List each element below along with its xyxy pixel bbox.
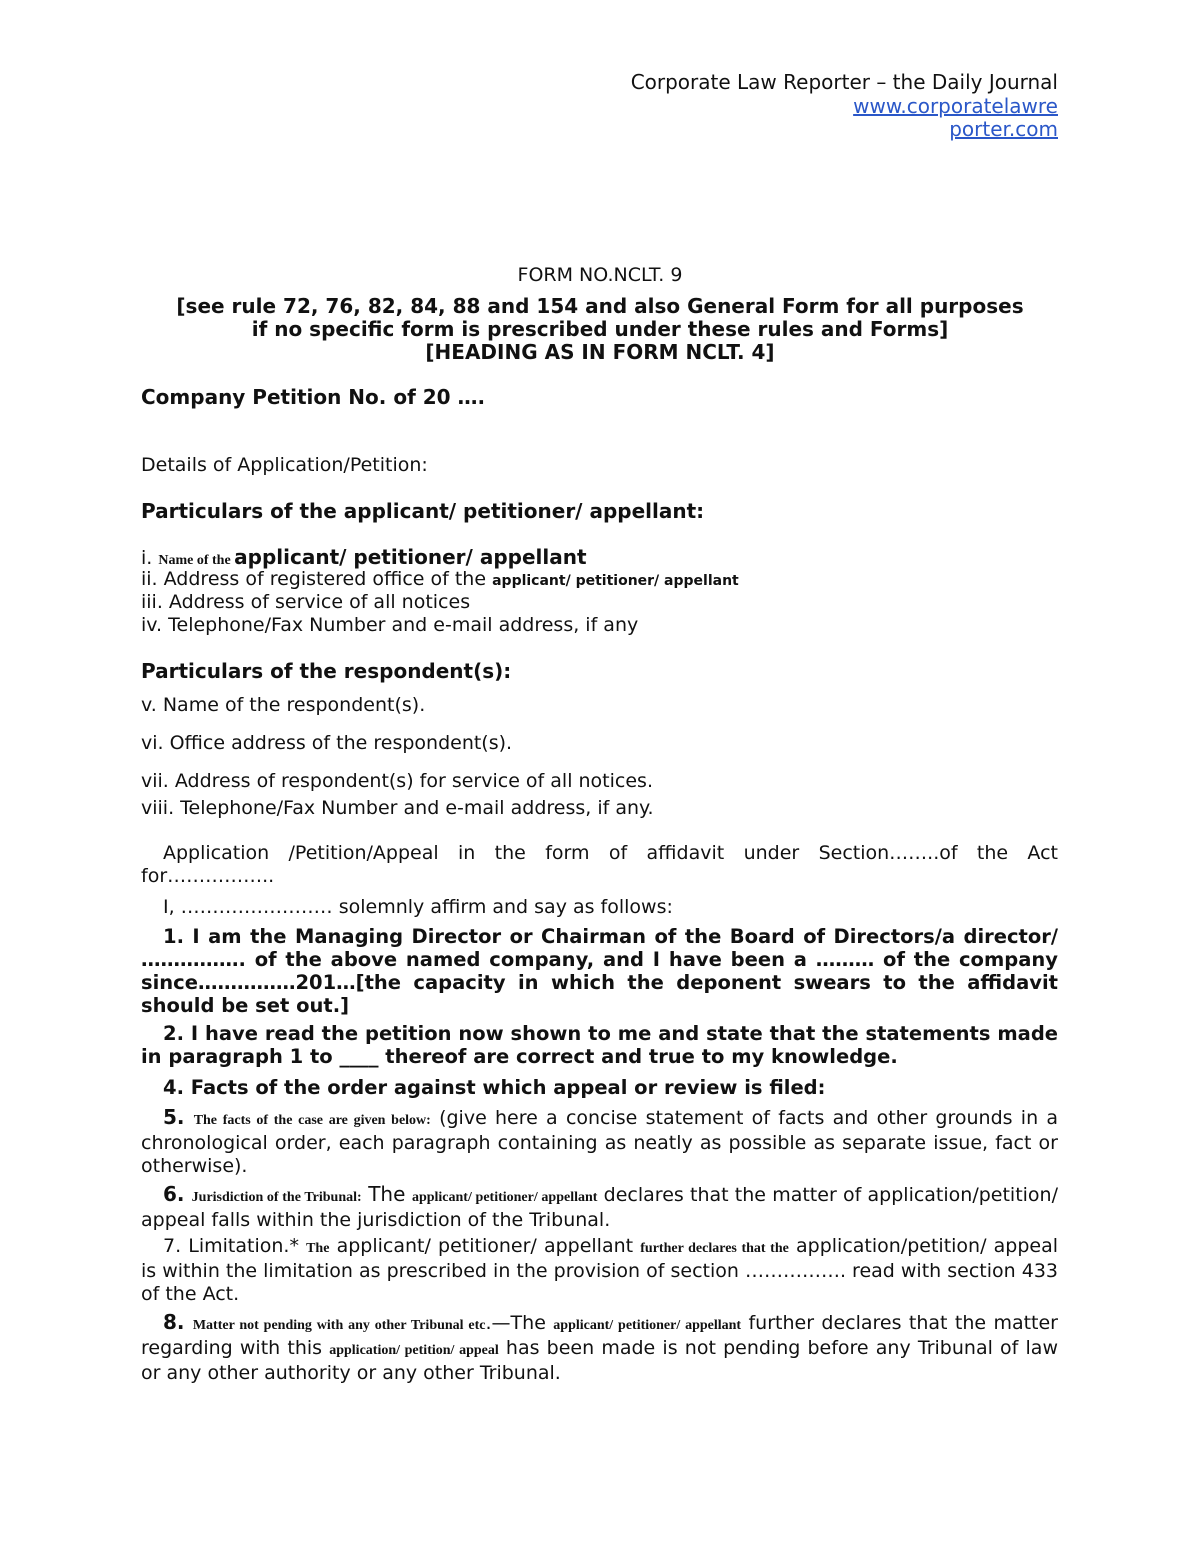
affidavit-para-1: 1. I am the Managing Director or Chairman of the Board of Directors/a director/ ……………. of the above named company, and I have been a ……… of the company since……………201…[the capacity in which the deponent swears to the affidavit should be set out.] [141, 925, 1058, 1017]
para-7-c: application/petition/ appeal is within the limitation as prescribed in the provision of section ……………. read with section 433 of the Act. [141, 1235, 1059, 1305]
respondent-heading: Particulars of the respondent(s): [141, 659, 512, 683]
para-8-small3: application/ petition/ appeal [329, 1343, 499, 1358]
para-8-num: 8. [163, 1310, 193, 1334]
affidavit-para-6 [141, 1183, 1058, 1232]
journal-url-line1[interactable]: www.corporatelawre [853, 94, 1058, 118]
para-5-num: 5. [163, 1105, 194, 1129]
item-ii-text: ii. Address of registered office of the [141, 568, 493, 590]
petition-number: Company Petition No. of 20 …. [141, 385, 486, 409]
affidavit-affirm: I, …………………… solemnly affirm and say as follows: [163, 896, 673, 918]
form-title: FORM NO.NCLT. 9 [517, 264, 683, 286]
affidavit-para-5 [141, 1106, 1058, 1178]
affidavit-para-2: 2. I have read the petition now shown to me and state that the statements made in paragraph 1 to ____ thereof are correct and true to my knowledge. [141, 1022, 1058, 1068]
respondent-item-v: v. Name of the respondent(s). [141, 694, 426, 716]
para-7-b: applicant/ petitioner/ appellant [329, 1235, 641, 1257]
item-ii-small: applicant/ petitioner/ appellant [492, 573, 739, 589]
para-7-small2: further declares that the [640, 1241, 789, 1256]
details-label: Details of Application/Petition: [141, 454, 428, 476]
para-7-small: The [306, 1241, 330, 1256]
applicant-heading: Particulars of the applicant/ petitioner/ appellant: [141, 499, 705, 523]
respondent-item-viii: viii. Telephone/Fax Number and e-mail address, if any. [141, 797, 654, 819]
para-6-rest: declares that the matter of application/petition/ appeal falls within the jurisdiction of the Tribunal. [141, 1184, 1059, 1231]
form-heading-note: [HEADING AS IN FORM NCLT. 4] [425, 340, 775, 364]
para-6-small2: applicant/ petitioner/ appellant [411, 1190, 598, 1205]
item-i-big: applicant/ petitioner/ appellant [234, 545, 587, 569]
affidavit-intro: Application /Petition/Appeal in the form of affidavit under Section……..of the Act for…………….. [141, 842, 1058, 887]
journal-title: Corporate Law Reporter – the Daily Journal [630, 70, 1058, 94]
applicant-item-i [141, 545, 1058, 569]
para-5-rest: (give here a concise statement of facts and other grounds in a chronological order, each paragraph containing as neatly as possible as separate issue, fact or otherwise). [141, 1107, 1058, 1177]
affidavit-para-4: 4. Facts of the order against which appeal or review is filed: [163, 1076, 826, 1099]
applicant-item-iii: iii. Address of service of all notices [141, 591, 471, 613]
applicant-item-iv: iv. Telephone/Fax Number and e-mail address, if any [141, 614, 639, 636]
respondent-item-vi: vi. Office address of the respondent(s). [141, 732, 513, 754]
para-8-small2: applicant/ petitioner/ appellant [553, 1318, 742, 1333]
respondent-item-vii: vii. Address of respondent(s) for service of all notices. [141, 770, 653, 792]
para-8-c: has been made is not pending before any Tribunal of law or any other authority or any other Tribunal. [141, 1337, 1058, 1384]
form-rule-line2: if no specific form is prescribed under these rules and Forms] [251, 317, 949, 341]
applicant-item-ii [141, 568, 1058, 590]
affidavit-para-7 [141, 1235, 1058, 1306]
item-i-small: Name of the [158, 553, 235, 568]
para-8-a: .—The [485, 1312, 554, 1334]
para-7-a: 7. Limitation.* [163, 1235, 307, 1257]
para-6-small: Jurisdiction of the Tribunal: [191, 1190, 362, 1205]
affidavit-para-8 [141, 1311, 1058, 1385]
para-6-the: The [361, 1182, 412, 1206]
journal-url-line2[interactable]: porter.com [949, 117, 1058, 141]
para-8-small: Matter not pending with any other Tribunal etc [192, 1318, 486, 1333]
para-6-num: 6. [163, 1182, 192, 1206]
para-8-b: further declares that the matter regarding with this [141, 1312, 1058, 1359]
item-i-prefix: i. [141, 547, 159, 569]
para-5-small: The facts of the case are given below: [193, 1113, 431, 1128]
form-rule-line1: [see rule 72, 76, 82, 84, 88 and 154 and also General Form for all purposes [176, 294, 1024, 318]
